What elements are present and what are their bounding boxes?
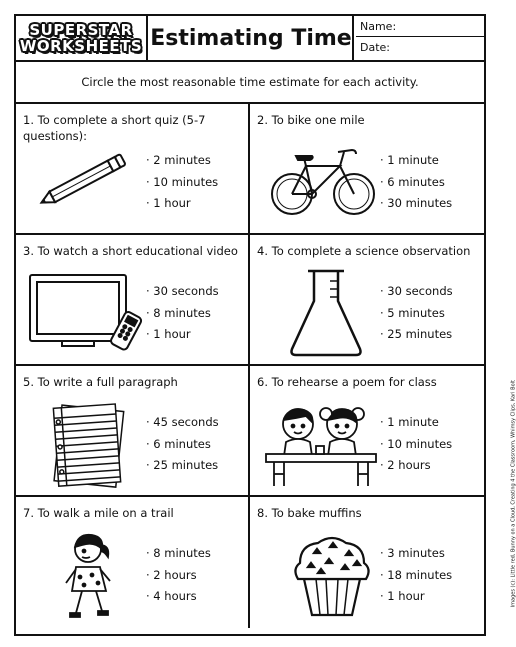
question-title: 7. To walk a mile on a trail <box>23 506 174 520</box>
answer-options <box>380 281 480 346</box>
answer-options <box>146 150 246 215</box>
option-3[interactable]: · 1 hour <box>146 327 191 341</box>
option-1[interactable]: · 45 seconds <box>146 415 219 429</box>
header <box>16 16 484 62</box>
tv-icon <box>26 271 141 359</box>
page-title: Estimating Time <box>150 16 354 60</box>
question-title: 4. To complete a science observation <box>257 244 471 258</box>
option-1[interactable]: · 2 minutes <box>146 153 211 167</box>
question-5 <box>16 366 250 497</box>
option-3[interactable]: · 1 hour <box>146 196 191 210</box>
kids-at-desk-icon <box>262 402 380 488</box>
option-2[interactable]: · 10 minutes <box>380 436 453 451</box>
worksheet <box>14 14 486 636</box>
option-3[interactable]: · 2 hours <box>380 458 431 472</box>
question-2 <box>250 104 484 235</box>
option-1[interactable]: · 30 seconds <box>146 284 219 298</box>
option-2[interactable]: · 5 minutes <box>380 305 445 320</box>
option-2[interactable]: · 18 minutes <box>380 567 453 582</box>
name-field[interactable]: Name: <box>356 16 484 37</box>
question-4 <box>250 235 484 366</box>
logo <box>16 16 148 60</box>
answer-options <box>146 543 246 608</box>
instructions: Circle the most reasonable time estimate for each activity. <box>16 62 484 104</box>
option-2[interactable]: · 8 minutes <box>146 305 211 320</box>
option-1[interactable]: · 3 minutes <box>380 546 445 560</box>
question-title: 6. To rehearse a poem for class <box>257 375 437 389</box>
option-3[interactable]: · 1 hour <box>380 589 425 603</box>
answer-options <box>146 281 246 346</box>
question-title: 1. To complete a short quiz (5-7 questions): <box>23 113 206 143</box>
answer-options <box>380 150 480 215</box>
answer-options <box>380 412 480 477</box>
option-2[interactable]: · 10 minutes <box>146 174 219 189</box>
question-title: 5. To write a full paragraph <box>23 375 178 389</box>
pencil-icon <box>34 154 134 206</box>
muffin-icon <box>290 533 374 619</box>
option-3[interactable]: · 25 minutes <box>380 327 453 341</box>
question-title: 8. To bake muffins <box>257 506 362 520</box>
option-3[interactable]: · 4 hours <box>146 589 197 603</box>
question-title: 2. To bike one mile <box>257 113 365 127</box>
paper-icon <box>46 400 130 490</box>
option-1[interactable]: · 30 seconds <box>380 284 453 298</box>
answer-options <box>380 543 480 608</box>
bicycle-icon <box>268 140 378 220</box>
option-1[interactable]: · 1 minute <box>380 415 439 429</box>
option-1[interactable]: · 8 minutes <box>146 546 211 560</box>
image-credits: Images (c): Little red, Bunny on a Cloud, Creating 4 the Classroom, Whimsy Clips, Kari Bolt <box>510 380 516 608</box>
name-date-box <box>356 16 484 60</box>
option-2[interactable]: · 6 minutes <box>146 436 211 451</box>
option-2[interactable]: · 2 hours <box>146 567 197 582</box>
question-7 <box>16 497 250 628</box>
option-3[interactable]: · 25 minutes <box>146 458 219 472</box>
question-8 <box>250 497 484 628</box>
answer-options <box>146 412 246 477</box>
question-6 <box>250 366 484 497</box>
flask-icon <box>286 267 366 359</box>
option-3[interactable]: · 30 minutes <box>380 196 453 210</box>
option-1[interactable]: · 1 minute <box>380 153 439 167</box>
question-3 <box>16 235 250 366</box>
logo-line2: WORKSHEETS <box>19 37 143 55</box>
question-1 <box>16 104 250 235</box>
date-field[interactable]: Date: <box>360 41 390 54</box>
option-2[interactable]: · 6 minutes <box>380 174 445 189</box>
question-title: 3. To watch a short educational video <box>23 244 238 258</box>
logo-line1: SUPERSTAR <box>29 21 133 39</box>
walking-child-icon <box>58 531 122 623</box>
